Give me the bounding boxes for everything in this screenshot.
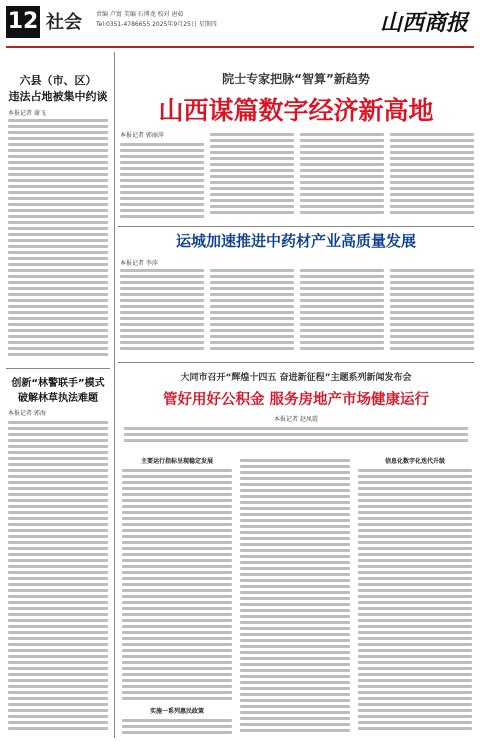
- story3-col3-head: 信息化数字化迭代升级: [384, 458, 445, 465]
- paper-logo: 山西商报: [379, 10, 468, 36]
- story2-headline-block: [118, 230, 474, 251]
- masthead: [6, 4, 474, 48]
- sidebar-story1-text: [8, 116, 108, 361]
- story2-divider: [118, 362, 474, 363]
- story3-kicker: 大同市召开“辉煌十四五 奋进新征程”主题系列新闻发布会: [180, 373, 412, 383]
- story3-headline: 管好用好公积金 服务房地产市场健康运行: [162, 392, 430, 408]
- sidebar-story2-title: 创新“林警联手”模式 破解林草执法难题: [11, 378, 105, 404]
- sidebar-story2-byline: 本报记者 郭海: [8, 410, 46, 417]
- story3-text-col2: [240, 456, 350, 738]
- column-divider: [114, 52, 115, 738]
- lead-text-col4: [390, 130, 474, 222]
- lead-kicker: 院士专家把脉“智算”新趋势: [222, 72, 370, 86]
- lead-byline: 本报记者 郭丽萍: [120, 132, 164, 139]
- story2-text-col2: [210, 266, 294, 356]
- contact-line: Tel:0351-4786655 2025年9月25日 星期四: [96, 21, 217, 28]
- sidebar-story1-byline: 本报记者 谢飞: [8, 110, 46, 117]
- sidebar-story2-text: [8, 418, 108, 736]
- page-number: 12: [6, 6, 40, 38]
- story2-text-col4: [390, 266, 474, 356]
- section-title: 社会: [46, 12, 82, 33]
- lead-text-col2: [210, 130, 294, 222]
- lead-headline: 山西谋篇数字经济新高地: [158, 96, 434, 125]
- sidebar-story1-title: 六县（市、区） 违法占地被集中约谈: [8, 74, 108, 103]
- story3-byline: 本报记者 赵凤霞: [274, 416, 318, 423]
- story3-col1-subhead: 实施一系列惠民政策: [149, 708, 204, 715]
- story2-text-col1: [120, 266, 204, 356]
- editor-line: 责编 卢富 美编 石博龙 校对 唐茹: [96, 11, 184, 18]
- lead-divider: [118, 226, 474, 227]
- sidebar-divider: [6, 368, 110, 369]
- lead-text-col3: [300, 130, 384, 222]
- story3-text-col3: [358, 466, 472, 738]
- story3-headline-block: [118, 370, 474, 409]
- story3-byline-wrap: [118, 414, 474, 423]
- lead-text-col1: [120, 140, 204, 222]
- story3-text-col1: [122, 466, 232, 702]
- lead-headline-block: [118, 70, 474, 127]
- story2-byline: 本报记者 李萍: [120, 260, 158, 267]
- story3-text-col1b: [122, 716, 232, 738]
- story3-intro: [124, 424, 468, 450]
- story2-headline: 运城加速推进中药材产业高质量发展: [175, 232, 416, 250]
- story2-text-col3: [300, 266, 384, 356]
- story3-col1-head: 主要运行指标呈现稳定发展: [140, 458, 213, 465]
